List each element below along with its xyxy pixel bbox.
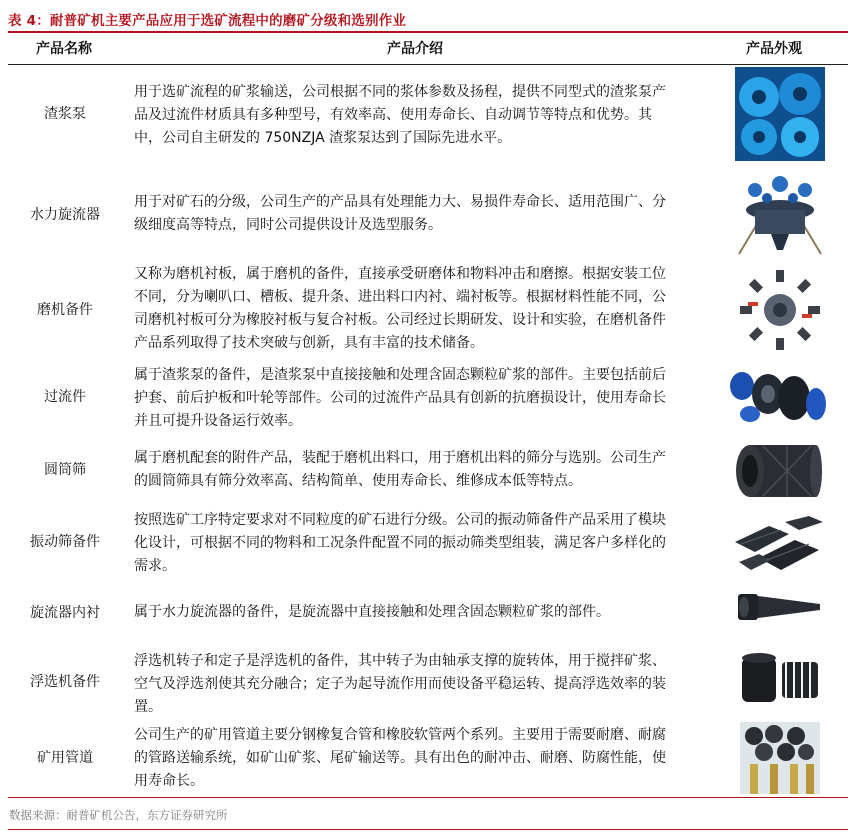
title-rule [8,31,848,33]
product-desc-flotation-spares: 浮选机转子和定子是浮选机的备件，其中转子为由轴承支撑的旋转体，用于搅拌矿浆、 空气及浮选剂使其充分融合；定子为起导流作用而使设备平稳运转、提高浮选效率的装 置。 [134,653,666,715]
header-product-name: 产品名称 [36,41,92,57]
wet-end-parts-photo [728,364,828,430]
product-name-hydrocyclone: 水力旋流器 [30,207,100,223]
mining-pipe-photo [740,722,820,794]
product-desc-mining-pipe: 公司生产的矿用管道主要分钢橡复合管和橡胶软管两个系列。主要用于需要耐磨、耐腐 的管路送输系统，如矿山矿浆、尾矿输送等。具有出色的耐冲击、耐磨、防腐性能，使 用寿命长。 [134,727,666,789]
end-rule [8,829,848,830]
product-name-trommel-screen: 圆筒筛 [44,462,86,478]
trommel-screen-photo [732,437,824,507]
flotation-rotor-stator-photo [734,650,824,710]
product-desc-trommel-screen: 属于磨机配套的附件产品，装配于磨机出料口，用于磨机出料的筛分与选别。公司生产 的圆筒筛具有筛分效率高、结构简单、使用寿命长、维修成本低等特点。 [134,450,666,489]
cyclone-liner-photo [732,586,826,630]
slurry-pump-photo [735,67,825,161]
product-name-wet-end-parts: 过流件 [44,389,86,405]
product-name-mill-spares: 磨机备件 [37,302,93,318]
table-title: 表 4：耐普矿机主要产品应用于选矿流程中的磨矿分级和选别作业 [8,13,407,29]
header-rule [8,64,848,65]
product-name-vibrating-screen-spares: 振动筛备件 [30,534,100,550]
product-desc-wet-end-parts: 属于渣浆泵的备件，是渣浆泵中直接接触和处理含固态颗粒矿浆的部件。主要包括前后 护套、前后护板和叶轮等部件。公司的过流件产品具有创新的抗磨损设计，使用寿命长 并且可提升设备运行效率。 [134,367,666,429]
product-name-slurry-pump: 渣浆泵 [44,106,86,122]
product-name-cyclone-liner: 旋流器内衬 [30,605,100,621]
vibrating-screen-panels-photo [729,512,827,578]
data-source-note: 数据来源：耐普矿机公告，东方证券研究所 [9,808,228,822]
product-name-mining-pipe: 矿用管道 [37,750,93,766]
hydrocyclone-photo [733,174,827,258]
product-desc-cyclone-liner: 属于水力旋流器的备件，是旋流器中直接接触和处理含固态颗粒矿浆的部件。 [134,604,610,620]
footer-rule [8,797,848,798]
header-product-desc: 产品介绍 [387,41,443,57]
product-desc-slurry-pump: 用于选矿流程的矿浆输送，公司根据不同的浆体参数及扬程，提供不同型式的渣浆泵产 品及过流件材质具有多种型号，有效率高、使用寿命长、自动调节等特点和优势。其 中，公司自主研发的 750NZJA 渣浆泵达到了国际先进水平。 [134,84,666,146]
product-desc-vibrating-screen-spares: 按照选矿工序特定要求对不同粒度的矿石进行分级。公司的振动筛备件产品采用了模块 化设计，可根据不同的物料和工况条件配置不同的振动筛类型组装，满足客户多样化的 需求。 [134,512,666,574]
header-product-image: 产品外观 [746,41,802,57]
product-desc-mill-spares: 又称为磨机衬板，属于磨机的备件，直接承受研磨体和物料冲击和磨擦。根据安装工位 不同，分为喇叭口、槽板、提升条、进出料口内衬、端衬板等。根据材料性能不同，公 司磨机衬板可分为橡胶衬板与复合衬板。公司经过长期研发、设计和实验，在磨机备件 产品系列取得了技术突破与创新，具有丰富的技术储备。 [134,266,666,351]
mill-liner-photo [736,266,824,354]
product-name-flotation-spares: 浮选机备件 [30,674,100,690]
product-desc-hydrocyclone: 用于对矿石的分级，公司生产的产品具有处理能力大、易损件寿命长、适用范围广、分 级细度高等特点，同时公司提供设计及选型服务。 [134,194,666,233]
